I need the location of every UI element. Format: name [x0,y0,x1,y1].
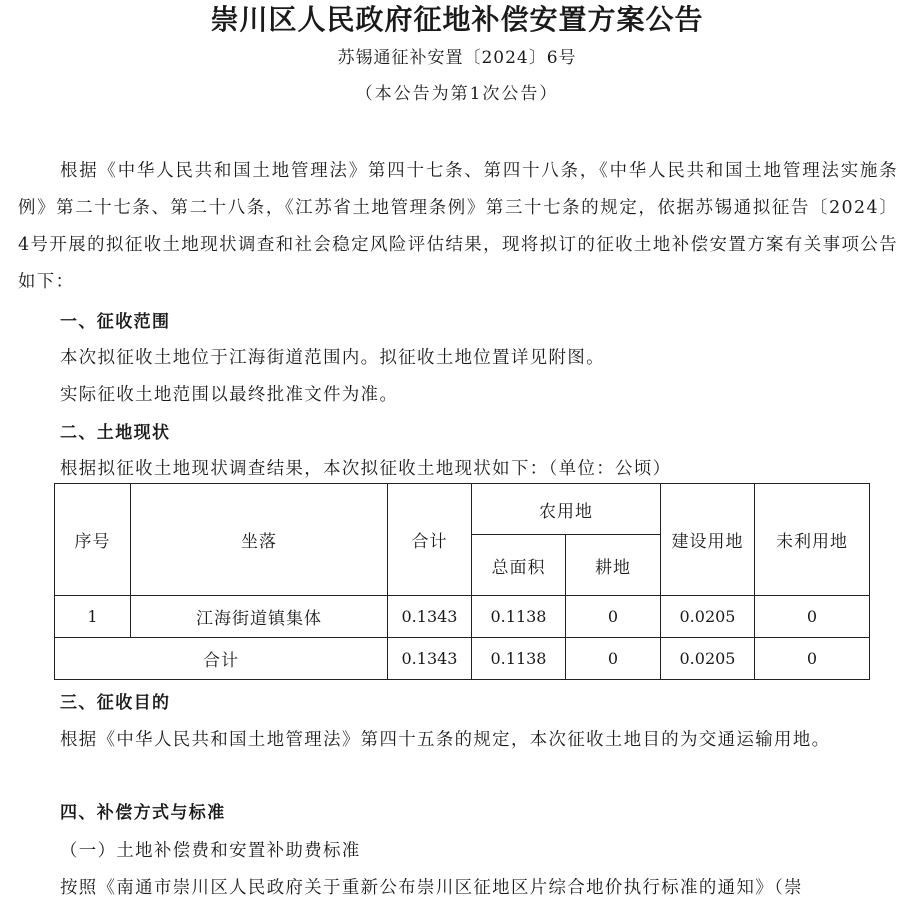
header-construction: 建设用地 [661,484,755,596]
section2-intro: 根据拟征收土地现状调查结果，本次拟征收土地现状如下：（单位：公顷） [60,459,672,479]
cell-total: 0.1343 [388,596,472,638]
section1-line1: 本次拟征收土地位于江海街道范围内。拟征收土地位置详见附图。 [60,348,605,368]
header-location: 坐落 [131,484,388,596]
notice-number: （本公告为第1次公告） [355,84,559,104]
summary-cultivated: 0 [566,638,661,680]
document-number: 苏锡通征补安置〔2024〕6号 [337,48,577,68]
cell-farm-total: 0.1138 [472,596,566,638]
summary-construction: 0.0205 [661,638,755,680]
cell-construction: 0.0205 [661,596,755,638]
summary-total: 0.1343 [388,638,472,680]
header-total: 合计 [388,484,472,596]
table-header-row [55,484,870,535]
summary-label: 合计 [55,638,388,680]
cell-unused: 0 [755,596,870,638]
summary-unused: 0 [755,638,870,680]
section4-heading: 四、补偿方式与标准 [60,803,226,823]
intro-paragraph: 根据《中华人民共和国土地管理法》第四十七条、第四十八条，《中华人民共和国土地管理法实施条例》第二十七条、第二十八条，《江苏省土地管理条例》第三十七条的规定，依据苏锡通拟征告〔2024〕4号开展的拟征收土地现状调查和社会稳定风险评估结果，现将拟订的征收土地补偿安置方案有关事项公告如下： [18,161,898,292]
summary-farm-total: 0.1138 [472,638,566,680]
section2-heading: 二、土地现状 [60,423,171,443]
table-row [55,596,870,638]
header-unused: 未利用地 [755,484,870,596]
section1-heading: 一、征收范围 [60,312,171,332]
section3-heading: 三、征收目的 [60,693,171,713]
header-farm-total: 总面积 [472,535,566,596]
section4-subheading: （一）土地补偿费和安置补助费标准 [60,841,361,861]
cell-location: 江海街道镇集体 [131,596,388,638]
section1-line2: 实际征收土地范围以最终批准文件为准。 [60,385,399,405]
page-title: 崇川区人民政府征地补偿安置方案公告 [210,3,704,36]
cell-seq: 1 [55,596,131,638]
header-seq: 序号 [55,484,131,596]
cell-cultivated: 0 [566,596,661,638]
header-cultivated: 耕地 [566,535,661,596]
section4-paragraph: 按照《南通市崇川区人民政府关于重新公布崇川区征地区片综合地价执行标准的通知》（崇 [60,878,803,898]
header-farmland: 农用地 [472,484,661,535]
land-status-table [54,483,870,680]
table-summary-row [55,638,870,680]
section3-paragraph: 根据《中华人民共和国土地管理法》第四十五条的规定，本次征收土地目的为交通运输用地。 [60,730,831,750]
